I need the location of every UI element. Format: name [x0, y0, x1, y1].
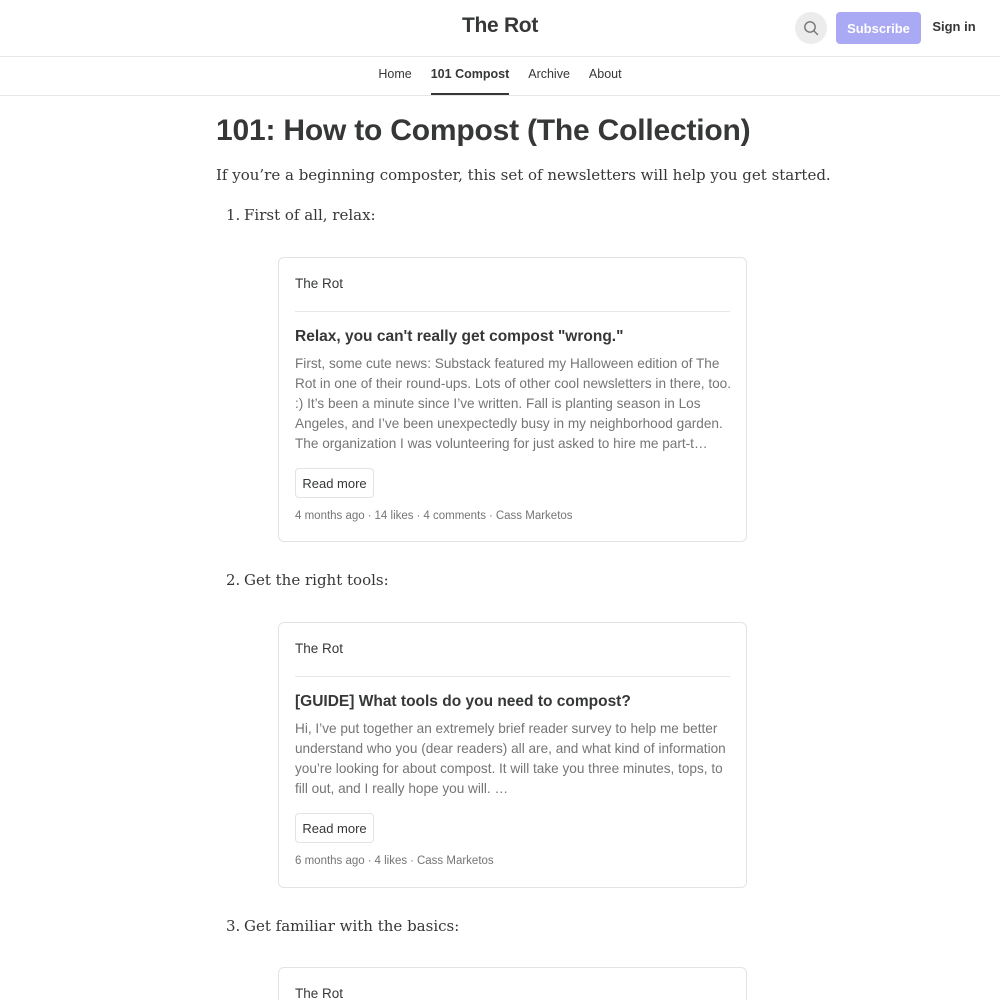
card-meta: 4 months ago · 14 likes · 4 comments · Cass Marketos [295, 510, 573, 522]
search-button[interactable] [795, 12, 827, 44]
card-excerpt: First, some cute news: Substack featured my Halloween edition of The Rot in one of their round-ups. Lots of other cool newsletters in there, too. :) It’s been a minute since I’ve written. Fall is planting season in Los Angeles, and I’ve been unexpectedly busy in my neighborhood garden. The organization I was volunteering for just asked to hire me part-t… [295, 356, 732, 451]
post-card[interactable] [278, 257, 747, 542]
card-publication[interactable]: The Rot [295, 641, 344, 656]
card-date: 6 months ago [295, 855, 365, 867]
list-text: First of all, relax: [244, 206, 376, 224]
card-excerpt: Hi, I’ve put together an extremely brief reader survey to help me better understand who you (dear readers) all are, and what kind of information you’re looking for about compost. It will take you three minutes, tops, to fill out, and I really hope you will. … [295, 721, 726, 796]
nav-tabs [0, 57, 1000, 95]
list-text: Get the right tools: [244, 571, 389, 589]
nav-home[interactable]: Home [378, 67, 412, 81]
card-comments[interactable]: 4 comments [423, 510, 487, 522]
card-author[interactable]: Cass Marketos [416, 855, 494, 867]
card-likes: 4 likes [374, 855, 408, 867]
nav-bar [0, 57, 1000, 96]
nav-about[interactable]: About [588, 67, 622, 81]
sign-in-link[interactable]: Sign in [932, 19, 976, 34]
site-title[interactable]: The Rot [461, 14, 539, 37]
card-publication[interactable]: The Rot [295, 986, 344, 1000]
card-title[interactable]: [GUIDE] What tools do you need to compost? [295, 693, 631, 710]
card-likes: 14 likes [374, 510, 414, 522]
read-more-button[interactable]: Read more [295, 468, 374, 498]
list-number: 2. [226, 571, 241, 589]
card-title[interactable]: Relax, you can't really get compost "wrong." [295, 328, 624, 345]
post-card[interactable] [278, 967, 747, 1000]
card-publication[interactable]: The Rot [295, 276, 344, 291]
subscribe-button[interactable]: Subscribe [836, 12, 921, 44]
list-number: 1. [226, 206, 241, 224]
read-more-button[interactable]: Read more [295, 813, 374, 843]
card-meta: 6 months ago · 4 likes · Cass Marketos [295, 855, 494, 867]
post-card[interactable] [278, 622, 747, 888]
search-icon [803, 20, 819, 36]
card-divider [295, 311, 730, 312]
nav-archive[interactable]: Archive [528, 67, 570, 81]
list-number: 3. [226, 917, 241, 935]
nav-101-compost[interactable]: 101 Compost [431, 57, 510, 95]
page-title: 101: How to Compost (The Collection) [216, 114, 751, 147]
card-divider [295, 676, 730, 677]
intro-text: If you’re a beginning composter, this set of newsletters will help you get started. [216, 166, 831, 184]
card-date: 4 months ago [295, 510, 365, 522]
list-text: Get familiar with the basics: [244, 917, 460, 935]
top-bar [0, 0, 1000, 57]
card-author[interactable]: Cass Marketos [495, 510, 573, 522]
